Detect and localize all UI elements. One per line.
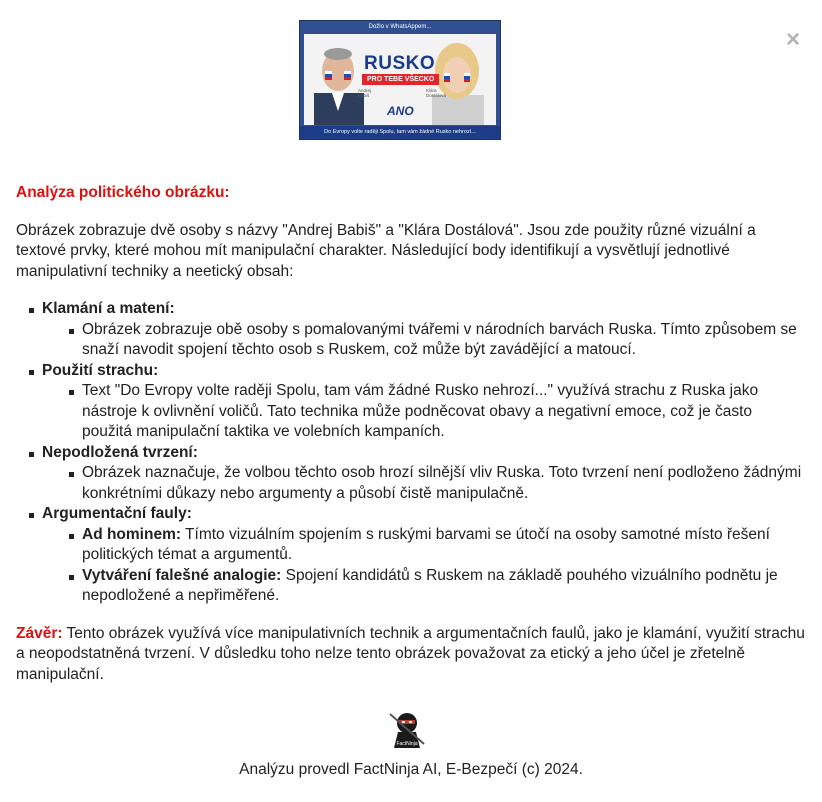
man-portrait-icon: [306, 41, 370, 125]
banner-right-name: Klára Dostálová: [426, 88, 447, 98]
close-button[interactable]: ×: [785, 26, 800, 53]
party-logo: ANO: [387, 104, 414, 118]
banner-title: RUSKO: [364, 53, 436, 74]
conclusion: [16, 624, 806, 686]
item-text: Spojení kandidátů s Ruskem na základě pouhého vizuálního podnětu je nepodložené a nepřiměřené.: [82, 566, 778, 604]
banner-left-name: Andrej Babiš: [358, 88, 372, 98]
analysis-heading: Analýza politického obrázku:: [16, 184, 230, 201]
item-text: Text "Do Evropy volte raději Spolu, tam vám žádné Rusko nehrozí..." využívá strachu z Ruska jako nástroje k ovlivnění voličů. Tato technika může podněcovat obavy a negativní emoce, což je často použitá manipulační taktika ve volebních kampaních.: [82, 382, 759, 440]
list-item: [42, 504, 806, 607]
item-text: Obrázek zobrazuje obě osoby s pomalovanými tvářemi v národních barvách Ruska. Tímto způsobem se snaží navodit spojení těchto osob s Ruskem, což může být zavádějící a matoucí.: [82, 320, 797, 358]
logo-text: FactNinja: [396, 741, 418, 747]
item-text: Obrázek naznačuje, že volbou těchto osob hrozí silnější vliv Ruska. Toto tvrzení není podloženo žádnými konkrétními důkazy nebo argumenty a působí čistě manipulačně.: [82, 464, 802, 502]
item-label: Ad hominem:: [82, 525, 182, 543]
list-item: [82, 566, 806, 607]
conclusion-label: Závěr:: [16, 624, 63, 642]
section-title: Klamání a matení:: [42, 300, 175, 317]
techniques-list: [16, 299, 806, 607]
list-item: [42, 361, 806, 443]
conclusion-text: Tento obrázek využívá více manipulativních technik a argumentačních faulů, jako je klamání, využití strachu a neopodstatněná tvrzení. V důsledku toho nelze tento obrázek považovat za etický a jeho účel je zřetelně manipulační.: [16, 624, 805, 683]
list-item: [42, 299, 806, 361]
section-title: Použití strachu:: [42, 361, 159, 379]
analysis-intro: Obrázek zobrazuje dvě osoby s názvy "Andrej Babiš" a "Klára Dostálová". Jsou zde použity různé vizuální a textové prvky, které mohou mít manipulační charakter. Následující body identifikují a vysvětlují jednotlivé manipulativní techniky a neetický obsah:: [16, 221, 756, 280]
campaign-image: [299, 20, 501, 140]
section-title: Argumentační fauly:: [42, 505, 192, 522]
banner-top-text: Dožlo v WhatsAppem...: [368, 24, 432, 30]
section-title: Nepodložená tvrzení:: [42, 443, 198, 461]
footer-credit: Analýzu provedl FactNinja AI, E-Bezpečí (c) 2024.: [239, 761, 583, 778]
analysis-content: [16, 183, 806, 702]
list-item: [82, 381, 806, 443]
list-item: [42, 443, 806, 505]
banner-bottom-text: Do Evropy volte raději Spolu, tam vám žádné Rusko nehrozí...: [300, 126, 500, 139]
factninja-logo-icon: [386, 708, 428, 750]
item-text: Tímto vizuálním spojením s ruskými barvami se útočí na osoby samotné místo řešení politických témat a argumentů.: [82, 525, 770, 563]
list-item: [82, 463, 806, 504]
banner-subtitle: PRO TEBE VŠECKO: [362, 74, 439, 85]
item-label: Vytváření falešné analogie:: [82, 566, 282, 584]
list-item: [82, 320, 806, 361]
list-item: [82, 525, 806, 566]
